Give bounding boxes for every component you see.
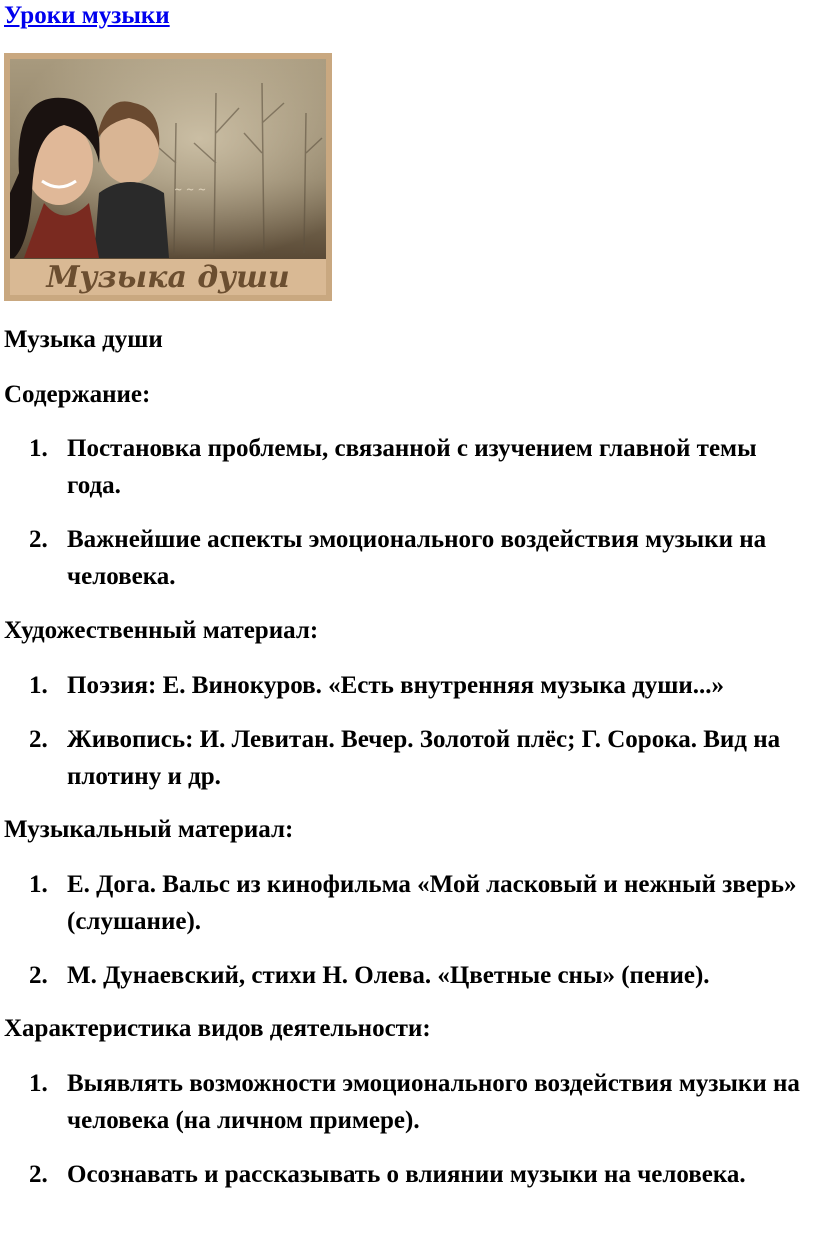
svg-text:~ ~ ~: ~ ~ ~: [174, 185, 207, 196]
list-item: 1. Поэзия: Е. Винокуров. «Есть внутренняя музыка души...»: [29, 672, 724, 699]
poster-image: [4, 53, 332, 301]
list-item: 2. М. Дунаевский, стихи Н. Олева. «Цветные сны» (пение).: [29, 962, 710, 989]
activities-list: [0, 1065, 812, 1193]
content-list: [0, 430, 812, 595]
music-list: [0, 866, 812, 994]
art-list: [0, 667, 812, 795]
section-heading-content: Содержание:: [4, 381, 151, 408]
list-item: 2. Живопись: И. Левитан. Вечер. Золотой плёс; Г. Сорока. Вид на плотину и др.: [29, 726, 781, 790]
list-item: 2. Осознавать и рассказывать о влиянии музыки на человека.: [29, 1161, 746, 1188]
lessons-link[interactable]: Уроки музыки: [4, 2, 170, 29]
list-item: 1. Выявлять возможности эмоционального воздействия музыки на человека (на личном примере).: [29, 1070, 800, 1134]
poster-caption: Музыка души: [46, 260, 290, 295]
list-item: 2. Важнейшие аспекты эмоционального воздействия музыки на человека.: [29, 526, 767, 590]
list-item: 1. Е. Дога. Вальс из кинофильма «Мой ласковый и нежный зверь» (слушание).: [29, 871, 797, 935]
section-heading-art: Художественный материал:: [4, 617, 319, 644]
section-heading-activities: Характеристика видов деятельности:: [4, 1015, 431, 1042]
list-item: 1. Постановка проблемы, связанной с изучением главной темы года.: [29, 435, 757, 499]
section-heading-music: Музыкальный материал:: [4, 816, 294, 843]
page-title: Музыка души: [4, 326, 163, 353]
